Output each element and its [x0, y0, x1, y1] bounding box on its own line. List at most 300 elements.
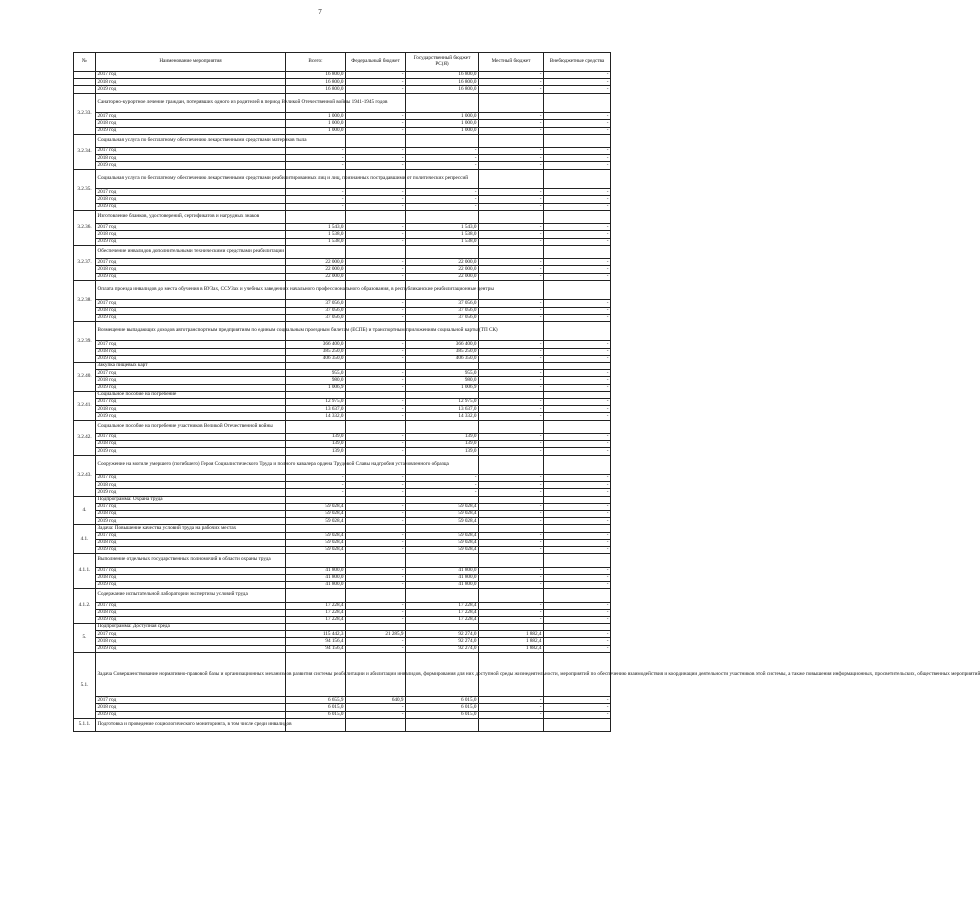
year-label: 2019 год — [96, 645, 286, 652]
empty-cell — [286, 554, 346, 567]
year-label: 2018 год — [96, 609, 286, 616]
extrabudget-value: - — [544, 79, 611, 86]
local-value: - — [479, 511, 544, 518]
federal-value: - — [346, 266, 406, 273]
activity-title-row — [74, 280, 611, 300]
local-value: - — [479, 448, 544, 455]
empty-cell — [544, 245, 611, 258]
empty-cell — [544, 391, 611, 398]
extrabudget-value: - — [544, 148, 611, 155]
activity-number: 3.2.40. — [74, 363, 96, 392]
extrabudget-value: - — [544, 616, 611, 623]
total-value: 406 350,0 — [286, 355, 346, 362]
state-value: 13 637,0 — [406, 406, 479, 413]
activity-title: Оплата проезда инвалидов до места обучения в ВУЗах, ССУЗах и учебных заведениях начального профессионального образования, в республиканские реабилитационные центры — [96, 280, 286, 300]
table-row — [74, 155, 611, 162]
local-value: 1 882,4 — [479, 645, 544, 652]
empty-cell — [544, 93, 611, 113]
total-value: 41 800,0 — [286, 567, 346, 574]
activity-title-row — [74, 245, 611, 258]
state-value: 6 015,0 — [406, 711, 479, 718]
local-value: - — [479, 697, 544, 704]
activity-title: Социальная услуга по бесплатному обеспечению лекарственными средствами материков тыла — [96, 134, 286, 147]
empty-cell — [346, 363, 406, 370]
state-value: 16 800,0 — [406, 79, 479, 86]
extrabudget-value: - — [544, 581, 611, 588]
local-value: - — [479, 567, 544, 574]
empty-cell — [406, 93, 479, 113]
total-value: 41 800,0 — [286, 574, 346, 581]
federal-value: - — [346, 704, 406, 711]
extrabudget-value: - — [544, 259, 611, 266]
local-value: - — [479, 307, 544, 314]
state-value: 59 028,4 — [406, 546, 479, 553]
local-value: - — [479, 433, 544, 440]
extrabudget-value: - — [544, 189, 611, 196]
local-value: - — [479, 224, 544, 231]
empty-cell — [544, 420, 611, 433]
state-value: 59 028,4 — [406, 518, 479, 525]
local-value: - — [479, 155, 544, 162]
empty-cell — [479, 420, 544, 433]
empty-cell — [346, 134, 406, 147]
year-label: 2018 год — [96, 638, 286, 645]
federal-value: - — [346, 567, 406, 574]
state-value: - — [406, 489, 479, 496]
table-row — [74, 224, 611, 231]
total-value: - — [286, 155, 346, 162]
total-value: 16 800,0 — [286, 72, 346, 79]
state-value: 14 332,0 — [406, 413, 479, 420]
year-label: 2018 год — [96, 539, 286, 546]
extrabudget-value: - — [544, 127, 611, 134]
empty-cell — [479, 169, 544, 189]
extrabudget-value: - — [544, 448, 611, 455]
year-label: 2019 год — [96, 581, 286, 588]
activity-title: Социальное пособие на погребение — [96, 391, 286, 398]
federal-value: - — [346, 406, 406, 413]
federal-value: - — [346, 355, 406, 362]
extrabudget-value: - — [544, 398, 611, 405]
activity-number: 3.2.36. — [74, 210, 96, 245]
state-value: 1 000,0 — [406, 113, 479, 120]
extrabudget-value: - — [544, 704, 611, 711]
federal-value: - — [346, 231, 406, 238]
state-value: 6 015,0 — [406, 697, 479, 704]
year-label: 2018 год — [96, 406, 286, 413]
year-label: 2017 год — [96, 631, 286, 638]
local-value: - — [479, 475, 544, 482]
empty-cell — [346, 718, 406, 731]
state-value: 22 000,0 — [406, 273, 479, 280]
year-label: 2019 год — [96, 384, 286, 391]
federal-value: - — [346, 259, 406, 266]
total-value: 1 006,9 — [286, 384, 346, 391]
state-value: 16 800,0 — [406, 86, 479, 93]
total-value: 37 056,0 — [286, 314, 346, 321]
empty-cell — [346, 624, 406, 631]
empty-cell — [544, 455, 611, 475]
extrabudget-value: - — [544, 377, 611, 384]
state-value: 92 274,0 — [406, 631, 479, 638]
year-label: 2017 год — [96, 503, 286, 510]
activity-title: Задача Совершенствование нормативно-правовой базы и организационных механизмов развития системы реабилитации и абилитации инвалидов, формирования для них доступной среды жизнедеятельности, мероприятий по обеспечению взаимодействия и координации деятельности участников этой системы, а также повышения информационных, просветительских, общественных мероприятий — [96, 652, 286, 696]
activity-number: 3.2.39. — [74, 321, 96, 362]
local-value: - — [479, 574, 544, 581]
state-value: 1 000,0 — [406, 120, 479, 127]
extrabudget-value: - — [544, 196, 611, 203]
header-federal: Федеральный бюджет — [346, 53, 406, 72]
local-value: - — [479, 148, 544, 155]
federal-value: - — [346, 300, 406, 307]
empty-cell — [479, 391, 544, 398]
empty-cell — [346, 554, 406, 567]
year-label: 2019 год — [96, 86, 286, 93]
extrabudget-value: - — [544, 273, 611, 280]
activity-title-row — [74, 321, 611, 341]
table-row — [74, 314, 611, 321]
table-row — [74, 72, 611, 79]
state-value: 41 800,0 — [406, 574, 479, 581]
federal-value: - — [346, 645, 406, 652]
extrabudget-value: - — [544, 72, 611, 79]
budget-table — [73, 52, 980, 732]
year-label: 2017 год — [96, 398, 286, 405]
extrabudget-value: - — [544, 602, 611, 609]
local-value: - — [479, 384, 544, 391]
extrabudget-value: - — [544, 433, 611, 440]
year-label: 2019 год — [96, 489, 286, 496]
header-activity: Наименование мероприятия — [96, 53, 286, 72]
year-label: 2017 год — [96, 224, 286, 231]
activity-number: 5. — [74, 624, 96, 653]
table-row — [74, 441, 611, 448]
federal-value: - — [346, 546, 406, 553]
local-value: 1 882,4 — [479, 638, 544, 645]
local-value: - — [479, 609, 544, 616]
federal-value: - — [346, 189, 406, 196]
year-label: 2019 год — [96, 711, 286, 718]
state-value: 59 028,4 — [406, 503, 479, 510]
activity-title-row — [74, 589, 611, 602]
federal-value: 640,9 — [346, 697, 406, 704]
year-label: 2018 год — [96, 196, 286, 203]
table-body — [74, 71, 980, 732]
local-value: - — [479, 203, 544, 210]
year-label: 2019 год — [96, 448, 286, 455]
header-local: Местный бюджет — [479, 53, 544, 72]
table-row — [74, 711, 611, 718]
federal-value: - — [346, 398, 406, 405]
empty-cell — [346, 391, 406, 398]
total-value: 41 800,0 — [286, 581, 346, 588]
empty-cell — [406, 624, 479, 631]
local-value: - — [479, 259, 544, 266]
local-value: - — [479, 398, 544, 405]
year-label: 2017 год — [96, 433, 286, 440]
empty-cell — [479, 93, 544, 113]
empty-cell — [479, 363, 544, 370]
activity-title: Подпрограмма: Охрана труда — [96, 496, 286, 503]
total-value: 59 028,4 — [286, 503, 346, 510]
total-value: 1 538,0 — [286, 238, 346, 245]
year-label: 2019 год — [96, 273, 286, 280]
table-row — [74, 238, 611, 245]
total-value: - — [286, 162, 346, 169]
local-value: - — [479, 113, 544, 120]
activity-title-row — [74, 420, 611, 433]
local-value: - — [479, 86, 544, 93]
table-row — [74, 203, 611, 210]
year-label: 2019 год — [96, 203, 286, 210]
header-extrabudget: Внебюджетные средства — [544, 53, 611, 72]
year-label: 2018 год — [96, 704, 286, 711]
local-value: - — [479, 441, 544, 448]
extrabudget-value: - — [544, 567, 611, 574]
federal-value: - — [346, 148, 406, 155]
year-label: 2017 год — [96, 697, 286, 704]
total-value: 12 975,0 — [286, 398, 346, 405]
extrabudget-value: - — [544, 113, 611, 120]
federal-value: - — [346, 196, 406, 203]
federal-value: - — [346, 307, 406, 314]
header-total: Всего: — [286, 53, 346, 72]
table-row — [74, 127, 611, 134]
local-value: - — [479, 120, 544, 127]
extrabudget-value: - — [544, 518, 611, 525]
extrabudget-value: - — [544, 231, 611, 238]
table-row — [74, 259, 611, 266]
federal-value: - — [346, 574, 406, 581]
activity-title: Возмещение выпадающих доходов автотранспортным предприятиям по единым социальным проездным билетам (ЕСПБ) и транспортным приложениям социальной карты (ТП СК) — [96, 321, 286, 341]
state-value: 59 028,4 — [406, 532, 479, 539]
local-value: - — [479, 489, 544, 496]
total-value: 13 637,0 — [286, 406, 346, 413]
empty-cell — [544, 496, 611, 503]
federal-value: - — [346, 638, 406, 645]
extrabudget-value: - — [544, 711, 611, 718]
local-value: - — [479, 273, 544, 280]
total-value: 22 000,0 — [286, 259, 346, 266]
year-label: 2019 год — [96, 413, 286, 420]
year-label: 2018 год — [96, 377, 286, 384]
year-label: 2018 год — [96, 79, 286, 86]
empty-cell — [346, 245, 406, 258]
table-row — [74, 448, 611, 455]
total-value: 1 538,0 — [286, 231, 346, 238]
state-value: 12 975,0 — [406, 398, 479, 405]
empty-cell — [544, 624, 611, 631]
local-value: - — [479, 231, 544, 238]
total-value: 16 800,0 — [286, 86, 346, 93]
extrabudget-value: - — [544, 314, 611, 321]
activity-title-row — [74, 210, 611, 223]
federal-value: 21 285,9 — [346, 631, 406, 638]
empty-cell — [544, 363, 611, 370]
table-row — [74, 475, 611, 482]
state-value: - — [406, 475, 479, 482]
local-value: 1 882,4 — [479, 631, 544, 638]
activity-title: Изготовление бланков, удостоверений, сертификатов и нагрудных знаков — [96, 210, 286, 223]
empty-cell — [346, 525, 406, 532]
local-value: - — [479, 482, 544, 489]
state-value: 980,0 — [406, 377, 479, 384]
year-label: 2019 год — [96, 616, 286, 623]
total-value: 6 015,0 — [286, 704, 346, 711]
total-value: - — [286, 196, 346, 203]
empty-cell — [479, 554, 544, 567]
state-value: 1 006,9 — [406, 384, 479, 391]
empty-cell — [479, 525, 544, 532]
activity-title: Социальное пособие на погребение участников Великой Отечественной войны — [96, 420, 286, 433]
table-row — [74, 631, 611, 638]
extrabudget-value: - — [544, 348, 611, 355]
empty-cell — [286, 589, 346, 602]
table-row — [74, 370, 611, 377]
year-label: 2017 год — [96, 189, 286, 196]
empty-cell — [544, 280, 611, 300]
activity-title: Подпрограмма: Доступная среда — [96, 624, 286, 631]
activity-number: 3.2.37. — [74, 245, 96, 280]
state-value: 92 274,0 — [406, 645, 479, 652]
state-value: 1 538,0 — [406, 238, 479, 245]
year-label: 2018 год — [96, 266, 286, 273]
state-value: 17 228,4 — [406, 602, 479, 609]
year-label: 2019 год — [96, 355, 286, 362]
empty-cell — [479, 718, 544, 731]
year-label: 2019 год — [96, 546, 286, 553]
federal-value: - — [346, 377, 406, 384]
local-value: - — [479, 238, 544, 245]
local-value: - — [479, 79, 544, 86]
year-label: 2017 год — [96, 602, 286, 609]
year-label: 2018 год — [96, 441, 286, 448]
table-row — [74, 518, 611, 525]
extrabudget-value: - — [544, 238, 611, 245]
local-value: - — [479, 370, 544, 377]
activity-title-row — [74, 169, 611, 189]
table-row — [74, 113, 611, 120]
total-value: - — [286, 482, 346, 489]
year-label: 2018 год — [96, 482, 286, 489]
total-value: 16 800,0 — [286, 79, 346, 86]
federal-value: - — [346, 602, 406, 609]
empty-cell — [544, 134, 611, 147]
state-value: 366 400,0 — [406, 341, 479, 348]
state-value: - — [406, 203, 479, 210]
activity-title: Выполнение отдельных государственных полномочий в области охраны труда — [96, 554, 286, 567]
federal-value: - — [346, 370, 406, 377]
table-row — [74, 645, 611, 652]
table-row — [74, 413, 611, 420]
empty-number-cell — [74, 79, 96, 86]
extrabudget-value: - — [544, 384, 611, 391]
federal-value: - — [346, 273, 406, 280]
table-row — [74, 546, 611, 553]
table-row — [74, 581, 611, 588]
state-value: 955,0 — [406, 370, 479, 377]
table-row — [74, 697, 611, 704]
state-value: 37 056,0 — [406, 314, 479, 321]
state-value: 17 228,4 — [406, 616, 479, 623]
table-row — [74, 148, 611, 155]
extrabudget-value: - — [544, 224, 611, 231]
year-label: 2018 год — [96, 155, 286, 162]
total-value: 37 056,0 — [286, 307, 346, 314]
extrabudget-value: - — [544, 631, 611, 638]
local-value: - — [479, 546, 544, 553]
empty-cell — [479, 245, 544, 258]
empty-cell — [544, 169, 611, 189]
year-label: 2018 год — [96, 307, 286, 314]
local-value: - — [479, 532, 544, 539]
local-value: - — [479, 539, 544, 546]
state-value: 59 028,4 — [406, 511, 479, 518]
activity-title: Социальная услуга по бесплатному обеспечению лекарственными средствами реабилитированных лиц и лиц, признанных пострадавшими от политических репрессий — [96, 169, 286, 189]
extrabudget-value: - — [544, 697, 611, 704]
year-label: 2017 год — [96, 72, 286, 79]
state-value: 1 000,0 — [406, 127, 479, 134]
total-value: 22 000,0 — [286, 266, 346, 273]
extrabudget-value: - — [544, 413, 611, 420]
state-value: - — [406, 162, 479, 169]
total-value: 14 332,0 — [286, 413, 346, 420]
year-label: 2017 год — [96, 567, 286, 574]
table-row — [74, 300, 611, 307]
federal-value: - — [346, 203, 406, 210]
activity-number: 3.2.34. — [74, 134, 96, 169]
federal-value: - — [346, 120, 406, 127]
federal-value: - — [346, 482, 406, 489]
federal-value: - — [346, 489, 406, 496]
local-value: - — [479, 266, 544, 273]
activity-number: 4. — [74, 496, 96, 525]
federal-value: - — [346, 238, 406, 245]
federal-value: - — [346, 511, 406, 518]
empty-cell — [479, 624, 544, 631]
total-value: 1 000,0 — [286, 127, 346, 134]
local-value: - — [479, 162, 544, 169]
year-label: 2019 год — [96, 162, 286, 169]
federal-value: - — [346, 348, 406, 355]
state-value: 1 538,0 — [406, 231, 479, 238]
local-value: - — [479, 196, 544, 203]
federal-value: - — [346, 581, 406, 588]
empty-number-cell — [74, 72, 96, 79]
activity-number: 3.2.38. — [74, 280, 96, 321]
extrabudget-value: - — [544, 203, 611, 210]
total-value: 139,0 — [286, 441, 346, 448]
extrabudget-value: - — [544, 482, 611, 489]
local-value: - — [479, 355, 544, 362]
state-value: 41 800,0 — [406, 567, 479, 574]
header-number: № — [74, 53, 96, 72]
federal-value: - — [346, 503, 406, 510]
extrabudget-value: - — [544, 86, 611, 93]
local-value: - — [479, 314, 544, 321]
state-value: - — [406, 196, 479, 203]
total-value: 1 000,0 — [286, 113, 346, 120]
empty-number-cell — [74, 86, 96, 93]
total-value: 59 028,4 — [286, 518, 346, 525]
empty-cell — [346, 496, 406, 503]
page-number: 7 — [318, 8, 322, 16]
total-value: 980,0 — [286, 377, 346, 384]
state-value: 16 800,0 — [406, 72, 479, 79]
empty-cell — [286, 624, 346, 631]
federal-value: - — [346, 224, 406, 231]
local-value: - — [479, 711, 544, 718]
